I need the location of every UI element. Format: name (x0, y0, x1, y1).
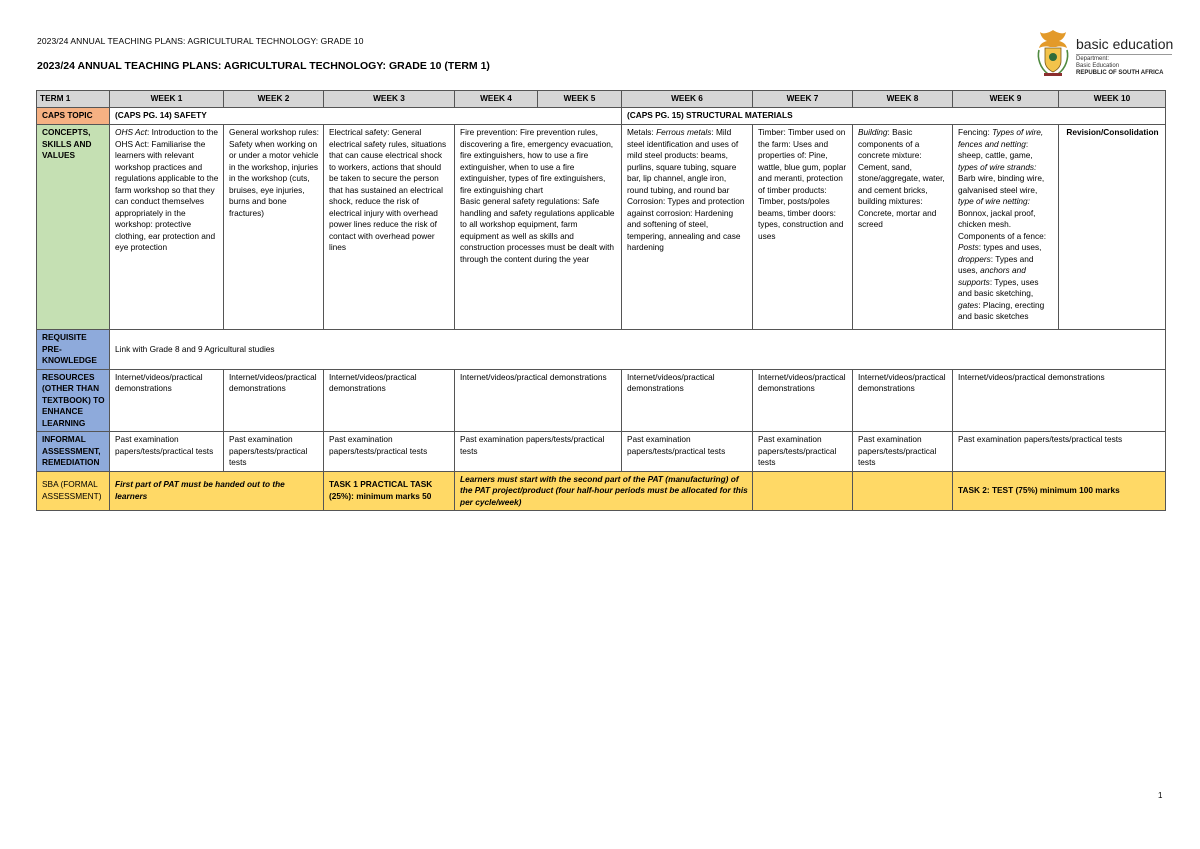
corrosion-text: Corrosion: Types and protection against corrosion: Hardening and softening of steel, tempering, annealing and case hardening (627, 196, 745, 252)
informal-week-9-10: Past examination papers/tests/practical tests (953, 432, 1166, 472)
concepts-week-6 (622, 125, 753, 330)
fire-prevention-text: Fire prevention: Fire prevention rules, discovering a fire, emergency evacuation, fire extinguishers, how to use a fire extinguisher, when to use a fire extinguisher, types of fire extinguishers, fire extinguishing chart (460, 127, 614, 195)
sba-week-1-2: First part of PAT must be handed out to the learners (110, 471, 324, 511)
running-head: 2023/24 ANNUAL TEACHING PLANS: AGRICULTURAL TECHNOLOGY: GRADE 10 (37, 36, 364, 46)
concepts-week-7: Timber: Timber used on the farm: Uses and properties of: Pine, wattle, blue gum, poplar and meranti, protection of timber products: Timber, posts/poles beams, timber doors: types, construction and uses (753, 125, 853, 330)
head-week-6: WEEK 6 (622, 91, 753, 108)
head-week-9: WEEK 9 (953, 91, 1059, 108)
head-week-1: WEEK 1 (110, 91, 224, 108)
resources-week-8: Internet/videos/practical demonstrations (853, 369, 953, 432)
resources-week-2: Internet/videos/practical demonstrations (224, 369, 324, 432)
anchors-term: anchors and supports (958, 265, 1026, 287)
logo-country: REPUBLIC OF SOUTH AFRICA (1076, 70, 1164, 76)
concepts-week-10: Revision/Consolidation (1059, 125, 1166, 330)
fence-text-3: : Types, uses and basic sketching, (958, 276, 1039, 298)
head-week-8: WEEK 8 (853, 91, 953, 108)
page-number: 1 (1158, 791, 1163, 800)
row-label-caps-topic: CAPS TOPIC (37, 108, 110, 125)
fencing-label: Fencing: (958, 127, 993, 137)
head-week-5: WEEK 5 (538, 91, 622, 108)
teaching-plan-table (36, 90, 1166, 511)
sba-week-8 (853, 471, 953, 511)
sba-week-7 (753, 471, 853, 511)
resources-week-6: Internet/videos/practical demonstrations (622, 369, 753, 432)
dbe-logo (1034, 28, 1174, 78)
fencing-text-3: Bonnox, jackal proof, chicken mesh. (958, 207, 1036, 229)
sba-week-4-6: Learners must start with the second part of the PAT (manufacturing) of the PAT project/product (four half-hour periods must be allocated for this per cycle/week) (455, 471, 753, 511)
informal-week-3: Past examination papers/tests/practical tests (324, 432, 455, 472)
informal-week-2: Past examination papers/tests/practical tests (224, 432, 324, 472)
building-term: Building (858, 127, 888, 137)
prior-knowledge-text: Link with Grade 8 and 9 Agricultural studies (110, 330, 1166, 370)
coat-of-arms-icon (1034, 28, 1072, 78)
caps-topic-safety: (CAPS PG. 14) SAFETY (110, 108, 622, 125)
general-safety-text: Basic general safety regulations: Safe handling and safety regulations applicable to all workshop equipment, farm equipment as well as skills and construction processes must be dealt with through the content during the year (460, 196, 615, 264)
resources-week-1: Internet/videos/practical demonstrations (110, 369, 224, 432)
concepts-week-3: Electrical safety: General electrical safety rules, situations that can cause electrical shock to workers, actions that should be taken to secure the person that has sustained an electrical shock, reduce the risk of electrical injury with overhead power lines reduce the risk of contact with overhead power lines (324, 125, 455, 330)
sba-row (37, 471, 1166, 511)
head-week-4: WEEK 4 (455, 91, 538, 108)
head-week-3: WEEK 3 (324, 91, 455, 108)
informal-week-1: Past examination papers/tests/practical tests (110, 432, 224, 472)
logo-dept-line2: Basic Education (1076, 63, 1120, 69)
concepts-week-9 (953, 125, 1059, 330)
head-week-7: WEEK 7 (753, 91, 853, 108)
ferrous-metals-term: Ferrous metals (656, 127, 712, 137)
concepts-week-8 (853, 125, 953, 330)
page-title: 2023/24 ANNUAL TEACHING PLANS: AGRICULTURAL TECHNOLOGY: GRADE 10 (TERM 1) (37, 60, 490, 72)
building-text: : Basic components of a concrete mixture: Cement, sand, stone/aggregate, water, and cement bricks, building mixtures: Concrete, mortar and screed (858, 127, 945, 229)
caps-topic-row (37, 108, 1166, 125)
fence-text-2: : Types and uses, (958, 253, 1034, 275)
metals-text: : Mild steel identification and uses of mild steel products: beams, purlins, square tubing, square bar, lip channel, angle iron, round tubing, and round bar (627, 127, 739, 195)
header-row (37, 91, 1166, 108)
concepts-row (37, 125, 1166, 330)
fence-components-label: Components of a fence: (958, 230, 1047, 241)
sba-week-9-10: TASK 2: TEST (75%) minimum 100 marks (953, 471, 1166, 511)
logo-wordmark: basic education (1076, 36, 1174, 52)
metals-label: Metals: (627, 127, 657, 137)
caps-topic-materials: (CAPS PG. 15) STRUCTURAL MATERIALS (622, 108, 1166, 125)
ohs-act-term: OHS Act (115, 127, 147, 137)
resources-week-4-5: Internet/videos/practical demonstrations (455, 369, 622, 432)
concepts-week-4-5 (455, 125, 622, 330)
resources-row (37, 369, 1166, 432)
row-label-sba: SBA (FORMAL ASSESSMENT) (37, 471, 110, 511)
fence-text-4: : Placing, erecting and basic sketches (958, 299, 1045, 321)
droppers-term: droppers (958, 253, 991, 264)
prior-knowledge-row (37, 330, 1166, 370)
head-term: TERM 1 (37, 91, 110, 108)
logo-dept-line1: Department: (1076, 56, 1110, 62)
informal-week-6: Past examination papers/tests/practical tests (622, 432, 753, 472)
resources-week-9-10: Internet/videos/practical demonstrations (953, 369, 1166, 432)
posts-term: Posts (958, 242, 979, 252)
row-label-concepts: CONCEPTS, SKILLS AND VALUES (37, 125, 110, 330)
wire-netting-term: type of wire netting: (958, 196, 1030, 206)
head-week-10: WEEK 10 (1059, 91, 1166, 108)
concepts-week-2: General workshop rules: Safety when working on or under a motor vehicle in the workshop, injuries in the workshop (cuts, bruises, eye injuries, burns and bone fractures) (224, 125, 324, 330)
fencing-text-1: : sheep, cattle, game, (958, 138, 1033, 160)
logo-department (1076, 56, 1119, 70)
concepts-week-1 (110, 125, 224, 330)
fencing-text-2: Barb wire, binding wire, galvanised steel wire, (958, 173, 1045, 195)
wire-strands-term: types of wire strands: (958, 161, 1037, 172)
gates-term: gates (958, 299, 979, 310)
fence-text-1: : types and uses, (978, 242, 1042, 252)
row-label-prior-knowledge: REQUISITE PRE-KNOWLEDGE (37, 330, 110, 370)
fencing-types-term: Types of wire, fences and netting (958, 127, 1044, 149)
logo-divider (1076, 54, 1172, 55)
sba-week-3: TASK 1 PRACTICAL TASK (25%): minimum marks 50 (324, 471, 455, 511)
head-week-2: WEEK 2 (224, 91, 324, 108)
concepts-week-1-text: : Introduction to the OHS Act: Familiarise the learners with relevant workshop practices and regulations applicable to the farm workshop so that they can conduct themselves appropriately in the workshop: protective clothing, ear protection and eye protection (115, 127, 219, 252)
row-label-resources: RESOURCES (OTHER THAN TEXTBOOK) TO ENHANCE LEARNING (37, 369, 110, 432)
informal-week-8: Past examination papers/tests/practical tests (853, 432, 953, 472)
informal-week-7: Past examination papers/tests/practical tests (753, 432, 853, 472)
informal-week-4-5: Past examination papers/tests/practical tests (455, 432, 622, 472)
informal-assessment-row (37, 432, 1166, 472)
resources-week-3: Internet/videos/practical demonstrations (324, 369, 455, 432)
resources-week-7: Internet/videos/practical demonstrations (753, 369, 853, 432)
row-label-informal: INFORMAL ASSESSMENT, REMEDIATION (37, 432, 110, 472)
